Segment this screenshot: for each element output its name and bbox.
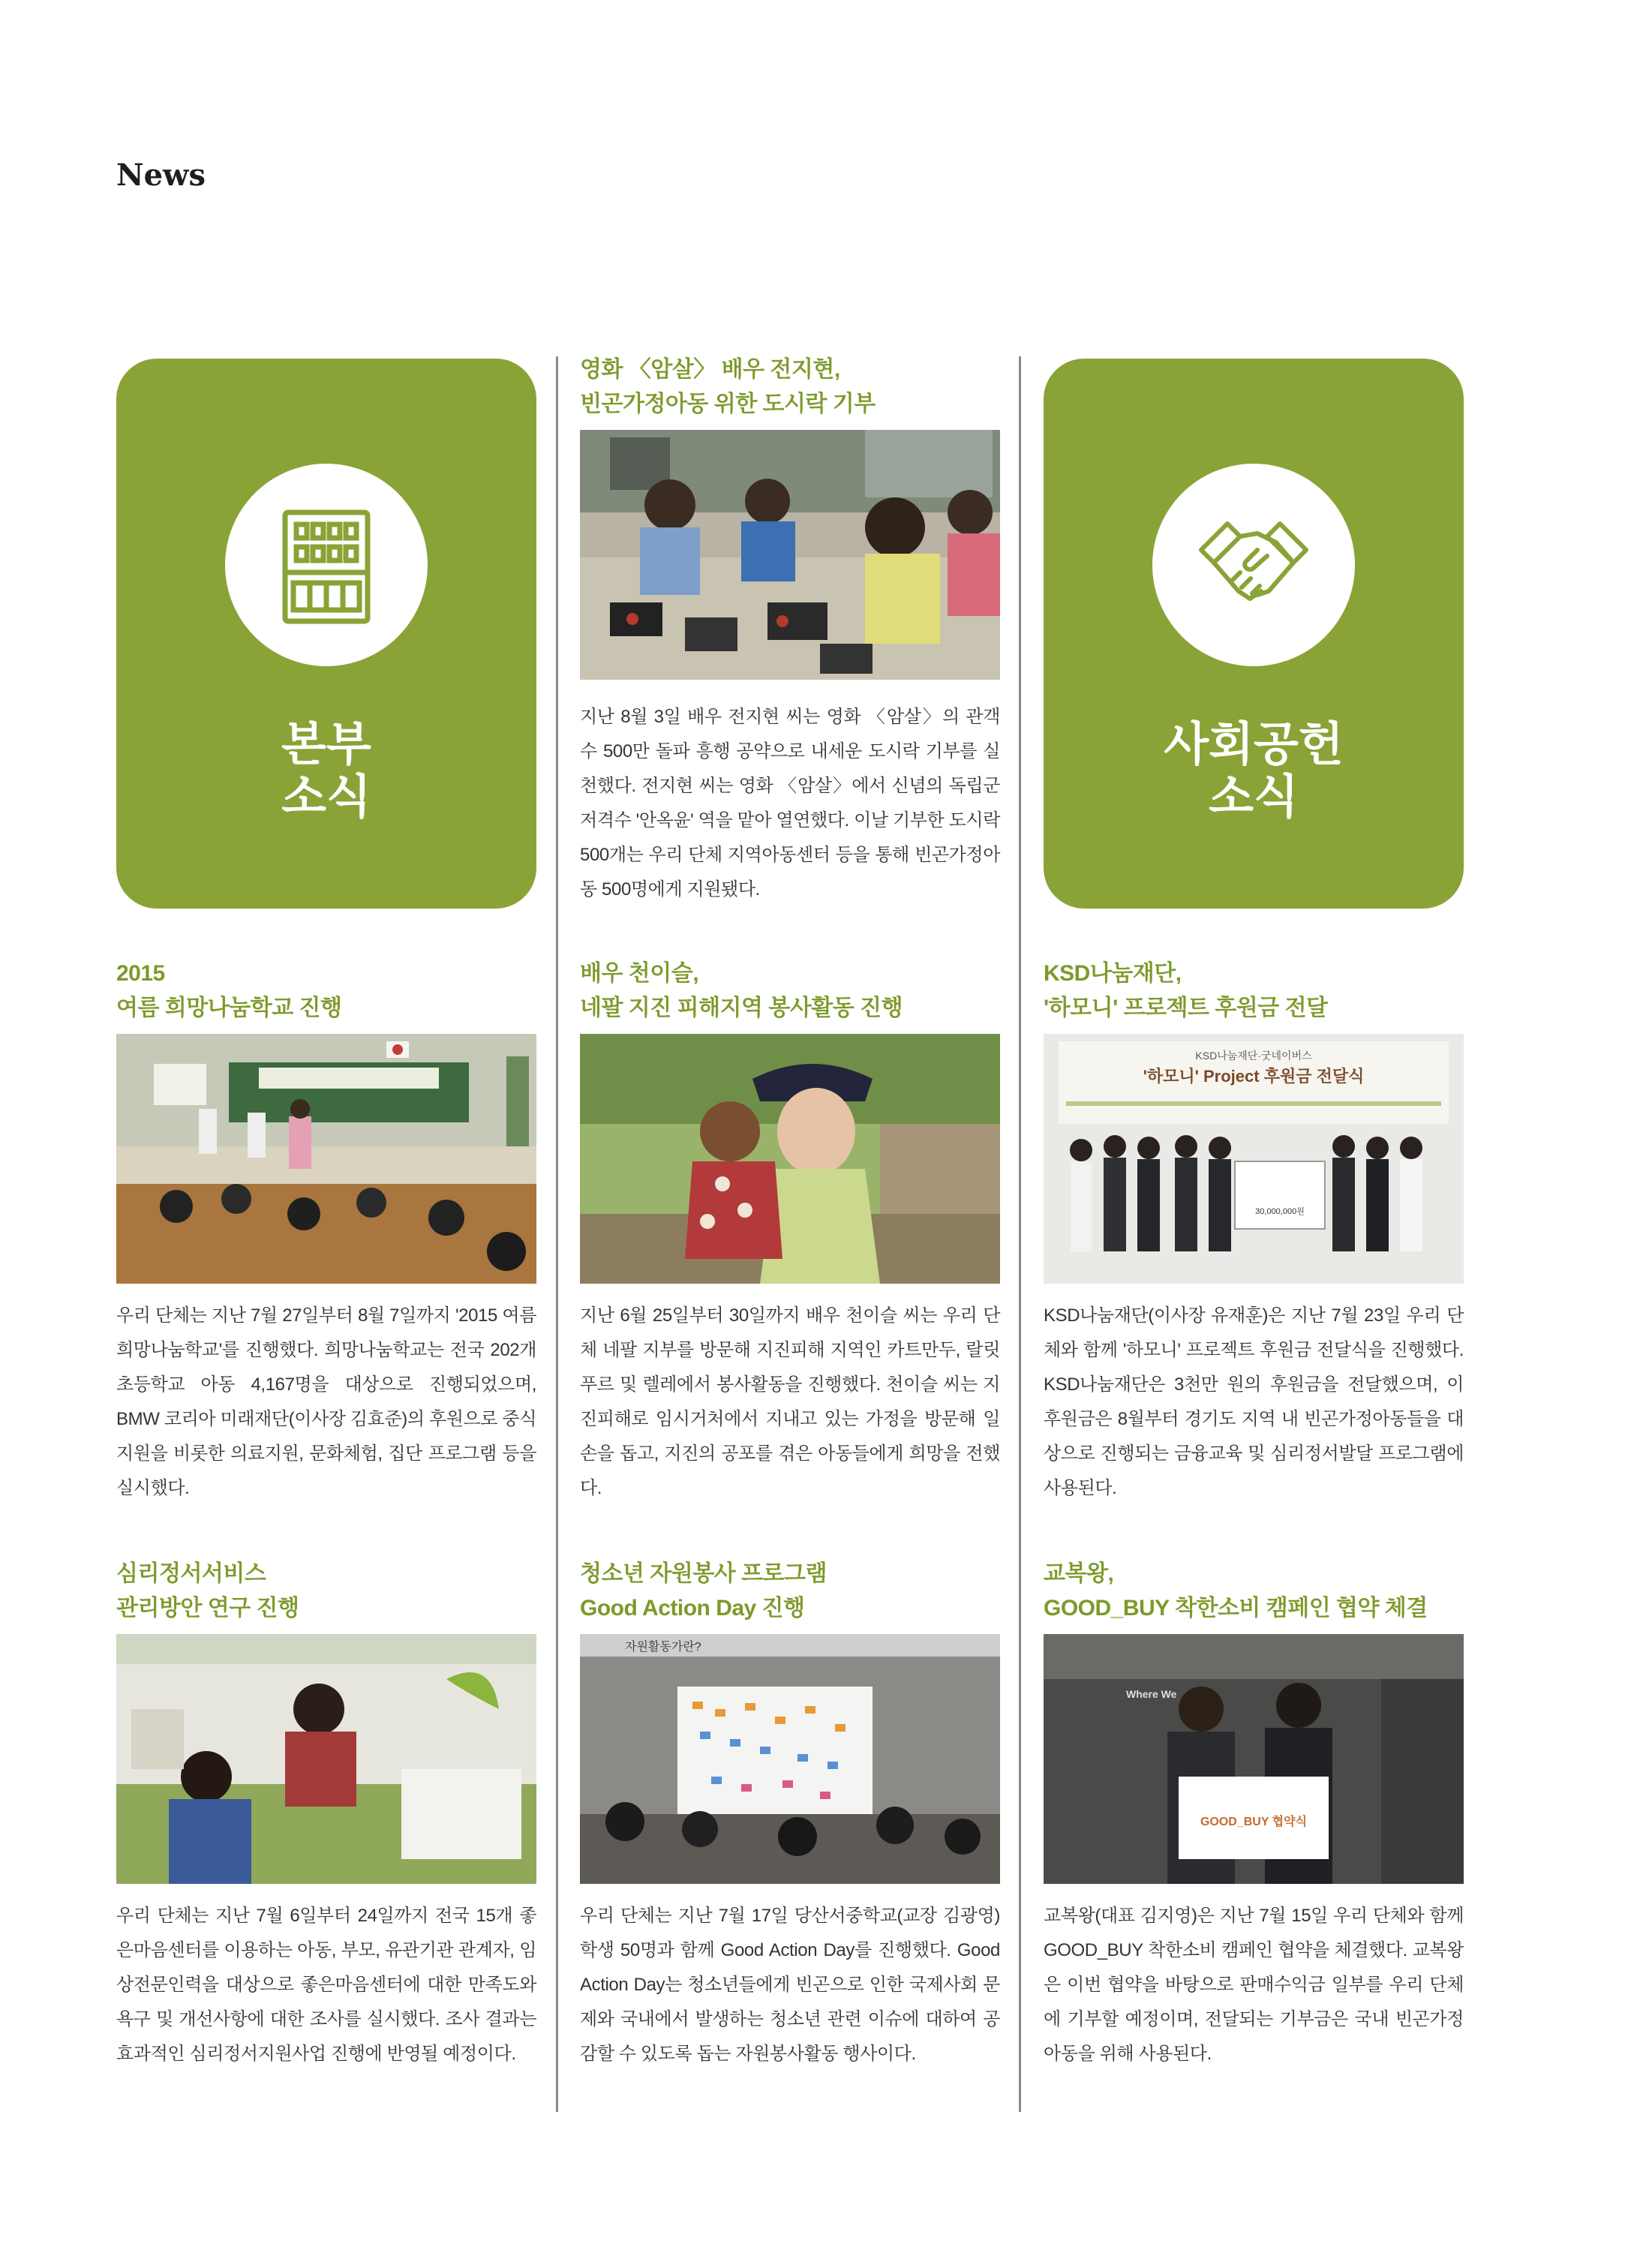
article-title-line: 청소년 자원봉사 프로그램 <box>580 1561 827 1586</box>
section-card-headquarters <box>116 359 536 909</box>
handshake-icon <box>1186 497 1321 632</box>
building-icon <box>259 497 394 632</box>
article-photo <box>1044 1034 1464 1284</box>
ksd-board-amount: 30,000,000원 <box>1255 1207 1305 1216</box>
article-title <box>116 1557 536 1626</box>
article-research <box>116 1557 536 2064</box>
article-photo <box>116 1034 536 1284</box>
article-title-line: 심리정서서비스 <box>116 1561 266 1586</box>
article-nepal <box>580 957 1000 1498</box>
article-ksd <box>1044 957 1464 1498</box>
page-label: News <box>116 158 206 193</box>
article-photo <box>580 1034 1000 1284</box>
section-title-line: 사회공헌 <box>1164 719 1344 771</box>
article-title-line: 관리방안 연구 진행 <box>116 1596 299 1621</box>
article-title <box>580 1557 1000 1626</box>
goodbuy-board-text: GOOD_BUY 협약식 <box>1200 1816 1308 1828</box>
article-body: 우리 단체는 지난 7월 17일 당산서중학교(교장 김광영) 학생 50명과 함께 Good Action Day를 진행했다. Good Action Day는 청소년들에게 빈곤으로 인한 국제사회 문제와 국내에서 발생하는 청소년 관련 이슈에 대하여 공감할 수 있도록 돕는 자원봉사활동 행사이다. <box>580 1906 1000 2064</box>
section-title-line: 본부 <box>281 719 371 771</box>
column-divider <box>1019 356 1021 2112</box>
article-title-line: 교복왕, <box>1044 1561 1114 1586</box>
ksd-banner-main: '하모니' Project 후원금 전달식 <box>1143 1067 1365 1086</box>
section-title-line: 소식 <box>1209 771 1299 823</box>
article-photo <box>580 430 1000 680</box>
article-lunchbox <box>580 353 1000 900</box>
goodbuy-wall-text: Where We <box>1126 1688 1177 1700</box>
ksd-banner-line1: KSD나눔재단·굿네이버스 <box>1195 1050 1312 1062</box>
article-title-line: GOOD_BUY 착한소비 캠페인 협약 체결 <box>1044 1596 1428 1621</box>
article-title-line: 네팔 지진 피해지역 봉사활동 진행 <box>580 996 903 1020</box>
article-title <box>116 957 536 1026</box>
article-title <box>580 353 1000 422</box>
article-title-line: 영화 〈암살〉 배우 전지현, <box>580 357 840 382</box>
article-body: KSD나눔재단(이사장 유재훈)은 지난 7월 23일 우리 단체와 함께 '하모니' 프로젝트 후원금 전달식을 진행했다. KSD나눔재단은 3천만 원의 후원금을 전달했으며, 이 후원금은 8월부터 경기도 지역 내 빈곤가정아동들을 대상으로 진행되는 금융교육 및 심리정서발달 프로그램에 사용된다. <box>1044 1305 1464 1498</box>
article-body: 지난 6월 25일부터 30일까지 배우 천이슬 씨는 우리 단체 네팔 지부를 방문해 지진피해 지역인 카트만두, 랄릿푸르 및 렐레에서 봉사활동을 진행했다. 천이슬 씨는 지진피해로 임시거처에서 지내고 있는 가정을 방문해 일손을 돕고, 지진의 공포를 겪은 아동들에게 희망을 전했다. <box>580 1305 1000 1498</box>
article-body: 교복왕(대표 김지영)은 지난 7월 15일 우리 단체와 함께 GOOD_BUY 착한소비 캠페인 협약을 체결했다. 교복왕은 이번 협약을 바탕으로 판매수익금 일부를 우리 단체에 기부할 예정이며, 전달되는 기부금은 국내 빈곤가정아동을 위해 사용된다. <box>1044 1906 1464 2064</box>
section-title <box>1044 719 1464 824</box>
article-body: 우리 단체는 지난 7월 27일부터 8월 7일까지 '2015 여름 희망나눔학교'를 진행했다. 희망나눔학교는 전국 202개 초등학교 아동 4,167명을 대상으로 진행되었으며, BMW 코리아 미래재단(이사장 김효준)의 후원으로 중식지원을 비롯한 의료지원, 문화체험, 집단 프로그램 등을 실시했다. <box>116 1305 536 1498</box>
section-card-social <box>1044 359 1464 909</box>
article-title-line: 여름 희망나눔학교 진행 <box>116 996 342 1020</box>
article-title-line: 2015 <box>116 961 165 986</box>
section-title <box>116 719 536 824</box>
article-title-line: '하모니' 프로젝트 후원금 전달 <box>1044 996 1328 1020</box>
article-photo <box>1044 1634 1464 1884</box>
article-goodbuy <box>1044 1557 1464 2064</box>
article-title-line: KSD나눔재단, <box>1044 961 1182 986</box>
article-title <box>1044 1557 1464 1626</box>
article-title-line: 배우 천이슬, <box>580 961 699 986</box>
article-youth <box>580 1557 1000 2064</box>
article-school <box>116 957 536 1498</box>
section-title-line: 소식 <box>281 771 371 823</box>
article-photo <box>116 1634 536 1884</box>
icon-circle <box>225 464 428 666</box>
article-title-line: 빈곤가정아동 위한 도시락 기부 <box>580 392 876 416</box>
article-photo <box>580 1634 1000 1884</box>
article-title <box>1044 957 1464 1026</box>
article-body: 지난 8월 3일 배우 전지현 씨는 영화 〈암살〉의 관객 수 500만 돌파 흥행 공약으로 내세운 도시락 기부를 실천했다. 전지현 씨는 영화 〈암살〉에서 신념의 독립군 저격수 '안옥윤' 역을 맡아 열연했다. 이날 기부한 도시락 500개는 우리 단체 지역아동센터 등을 통해 빈곤가정아동 500명에게 지원됐다. <box>580 707 1000 900</box>
article-body: 우리 단체는 지난 7월 6일부터 24일까지 전국 15개 좋은마음센터를 이용하는 아동, 부모, 유관기관 관계자, 임상전문인력을 대상으로 좋은마음센터에 대한 만족도와 욕구 및 개선사항에 대한 조사를 실시했다. 조사 결과는 효과적인 심리정서지원사업 진행에 반영될 예정이다. <box>116 1906 536 2064</box>
column-divider <box>556 356 558 2112</box>
article-title <box>580 957 1000 1026</box>
youth-board-text: 자원활동가란? <box>625 1641 701 1654</box>
article-title-line: Good Action Day 진행 <box>580 1596 805 1621</box>
icon-circle <box>1152 464 1355 666</box>
